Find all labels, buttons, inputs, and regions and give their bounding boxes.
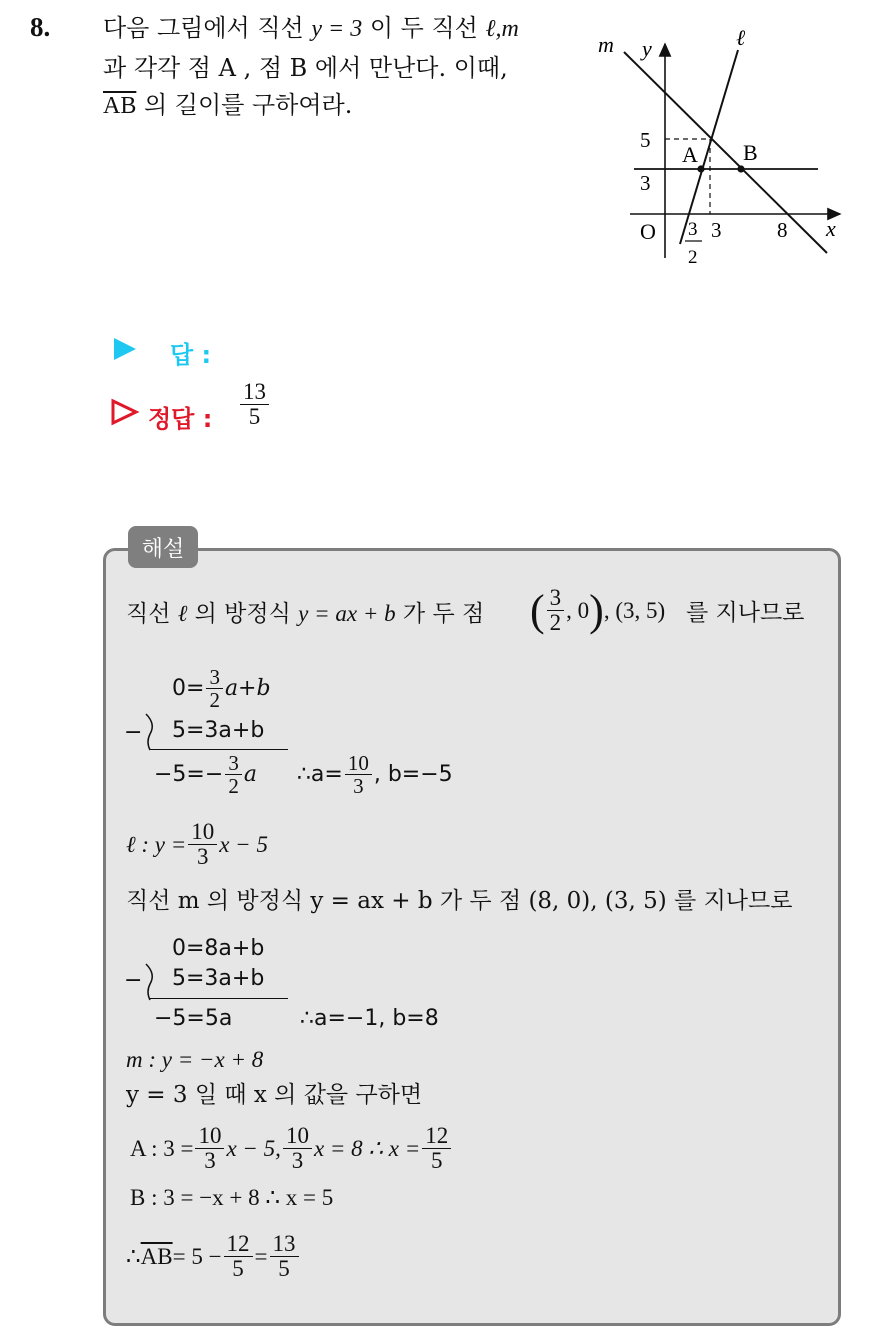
denominator: 3	[204, 1148, 216, 1174]
calc-text: , b=−5	[373, 761, 453, 787]
calc-text: a	[243, 761, 257, 787]
calc-2-row-3	[154, 1008, 232, 1030]
solution-text: 가 두 점	[395, 601, 485, 627]
final-result	[126, 1232, 301, 1281]
label-x: x	[826, 216, 836, 241]
solution-text: 의 방정식	[187, 601, 299, 627]
calc-text: −5=−	[154, 761, 224, 787]
numerator: 10	[188, 820, 217, 845]
calc-rule	[150, 998, 288, 999]
calc-text: A : 3 =	[130, 1136, 194, 1162]
label-5: 5	[640, 128, 651, 152]
numerator: 10	[345, 752, 372, 775]
question-line-2: 과 각각 점 A , 점 B 에서 만난다. 이때,	[103, 54, 508, 82]
label-8: 8	[777, 218, 788, 242]
numerator: 3	[206, 666, 223, 689]
calc-text: ∴a=	[296, 761, 343, 787]
denominator: 5	[431, 1148, 443, 1174]
calc-1-row-2	[172, 720, 264, 742]
numerator: 12	[224, 1232, 253, 1257]
correct-answer-label: 정답 :	[148, 405, 213, 433]
fraction	[224, 1232, 253, 1281]
numerator: 13	[240, 380, 269, 405]
bracket-icon	[144, 962, 158, 1002]
fraction	[225, 752, 242, 797]
solution-line-3: y = 3 일 때 x 의 값을 구하면	[126, 1082, 423, 1108]
calc-text: x − 5,	[226, 1136, 281, 1162]
calc-2-row-2	[172, 968, 264, 990]
fraction	[195, 1124, 224, 1173]
denominator: 2	[209, 688, 220, 713]
equation-text: ℓ : y =	[126, 832, 187, 858]
numerator: 3	[547, 586, 565, 611]
numerator: 12	[422, 1124, 451, 1149]
calc-1-row-1	[172, 666, 271, 711]
point-b-calc: B : 3 = −x + 8 ∴ x = 5	[130, 1185, 334, 1210]
question-equation: y = 3	[311, 16, 363, 42]
calc-text: = 5 −	[172, 1244, 222, 1270]
outline-triangle-icon	[110, 398, 140, 426]
solution-text: , (3, 5)	[603, 597, 666, 623]
fraction	[345, 752, 372, 797]
line-m-equation: m : y = −x + 8	[126, 1047, 264, 1072]
solution-equation: y = ax + b	[298, 601, 396, 626]
question-text: 이 두 직선	[362, 14, 486, 42]
calc-text: x = 8 ∴ x =	[313, 1136, 421, 1162]
paren-open: (	[530, 585, 545, 635]
fraction	[188, 820, 217, 869]
fraction	[547, 586, 565, 635]
solution-text: 를 지나므로	[686, 600, 805, 626]
calc-text: −5=5a	[154, 1006, 233, 1031]
bracket-icon	[144, 712, 158, 752]
numerator: 10	[283, 1124, 312, 1149]
calc-text: 0=	[172, 675, 205, 701]
question-lines: ℓ,m	[485, 16, 519, 42]
solution-point-1	[530, 586, 665, 635]
minus-sign: −	[124, 968, 143, 993]
calc-2-row-1	[172, 938, 264, 960]
correct-answer-value	[238, 380, 271, 429]
label-3-y: 3	[640, 171, 651, 195]
denominator: 2	[549, 610, 562, 636]
question-text: 의 길이를 구하여라.	[136, 91, 353, 119]
question-text: 다음 그림에서 직선	[103, 14, 312, 42]
answer-blank-label: 답 :	[170, 341, 212, 369]
calc-2-result	[300, 1008, 439, 1030]
paren-close: )	[589, 585, 604, 635]
denominator: 5	[232, 1256, 244, 1282]
line-l-equation	[126, 820, 268, 869]
label-y: y	[642, 36, 652, 61]
question-line-3	[103, 93, 352, 118]
label-frac-den: 2	[688, 247, 698, 268]
solution-line-2: 직선 m 의 방정식 y = ax + b 가 두 점 (8, 0), (3, 5) 를 지나므로	[126, 888, 793, 914]
solution-var: ℓ	[177, 601, 188, 627]
fraction	[270, 1232, 299, 1281]
denominator: 5	[248, 404, 261, 430]
coordinate-graph	[590, 20, 850, 275]
point-a-calc	[130, 1124, 453, 1173]
question-number: 8.	[30, 12, 51, 42]
calc-text: a+b	[224, 675, 271, 701]
label-origin: O	[640, 219, 656, 244]
fraction	[422, 1124, 451, 1173]
calc-text: 5=3a+b	[172, 966, 265, 991]
point-a	[697, 165, 704, 172]
calc-text: 0=8a+b	[172, 936, 265, 961]
label-3-x: 3	[711, 218, 722, 242]
point-b	[737, 165, 744, 172]
solution-text: 직선	[126, 601, 178, 627]
solution-tag: 해설	[128, 526, 198, 568]
play-triangle-icon	[112, 336, 138, 362]
denominator: 3	[196, 844, 209, 870]
calc-rule	[150, 749, 288, 750]
label-b: B	[743, 140, 758, 165]
solution-line-1	[126, 602, 484, 626]
numerator: 10	[195, 1124, 224, 1149]
equation-text: x − 5	[219, 832, 268, 858]
solution-text: , 0	[566, 597, 590, 623]
numerator: 13	[270, 1232, 299, 1257]
calc-1-row-3	[154, 752, 453, 797]
label-frac-num: 3	[688, 219, 698, 240]
question-line-1	[103, 16, 519, 41]
fraction	[240, 380, 269, 429]
fraction	[206, 666, 223, 711]
calc-text: ∴	[126, 1244, 141, 1270]
segment-ab: $\overline{AB}$	[140, 1244, 173, 1270]
calc-text: =	[254, 1244, 268, 1270]
denominator: 3	[291, 1148, 304, 1174]
denominator: 5	[278, 1256, 290, 1282]
minus-sign: −	[124, 720, 143, 745]
segment-ab: $\overline{AB}$	[103, 93, 137, 119]
label-l: ℓ	[736, 26, 746, 51]
calc-text: ∴a=−1, b=8	[300, 1006, 439, 1031]
calc-text: 5=3a+b	[172, 718, 265, 743]
label-a: A	[682, 142, 698, 167]
denominator: 2	[228, 774, 239, 799]
numerator: 3	[225, 752, 242, 775]
fraction	[283, 1124, 312, 1173]
label-m: m	[598, 32, 614, 57]
denominator: 3	[353, 774, 364, 799]
